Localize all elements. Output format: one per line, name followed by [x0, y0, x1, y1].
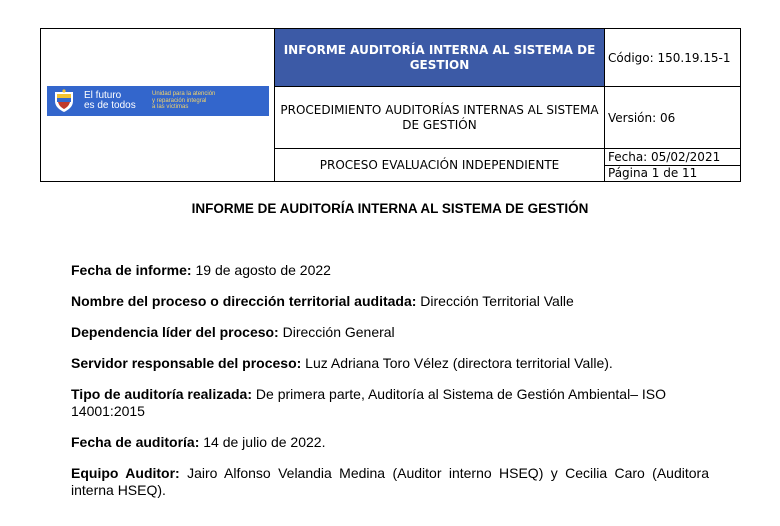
institution-logo: [47, 86, 269, 116]
field-process-name: Nombre del proceso o dirección territorial auditada: Dirección Territorial Valle: [71, 293, 574, 309]
coat-of-arms-icon: [53, 89, 75, 113]
date-page-cell: [605, 149, 741, 182]
process-name: PROCESO EVALUACIÓN INDEPENDIENTE: [275, 149, 605, 182]
document-version: Versión: 06: [605, 87, 741, 149]
field-lead-dependency: Dependencia líder del proceso: Dirección General: [71, 324, 395, 340]
field-report-date: Fecha de informe: 19 de agosto de 2022: [71, 262, 331, 278]
document-title: INFORME DE AUDITORÍA INTERNA AL SISTEMA DE GESTIÓN: [191, 201, 589, 216]
header-title: INFORME AUDITORÍA INTERNA AL SISTEMA DE GESTION: [275, 29, 605, 87]
logo-cell: [41, 29, 275, 182]
document-code: Código: 150.19.15-1: [605, 29, 741, 87]
field-audit-team: Equipo Auditor: Jairo Alfonso Velandia Medina (Auditor interno HSEQ) y Cecilia Caro (Auditora interna HSEQ).: [71, 465, 709, 498]
field-responsible-officer: Servidor responsable del proceso: Luz Adriana Toro Vélez (directora territorial Valle).: [71, 355, 613, 371]
document-header-table: [40, 28, 741, 182]
page-number: Página 1 de 11: [608, 165, 698, 180]
unit-name-text: Unidad para la atención y reparación integral a las víctimas: [152, 91, 216, 111]
slogan-text: El futuro es de todos: [84, 90, 136, 111]
field-audit-type: Tipo de auditoría realizada: De primera parte, Auditoría al Sistema de Gestión Ambiental– ISO 14001:2015: [71, 386, 666, 419]
procedure-name: PROCEDIMIENTO AUDITORÍAS INTERNAS AL SISTEMA DE GESTIÓN: [275, 87, 605, 149]
field-audit-date: Fecha de auditoría: 14 de julio de 2022.: [71, 434, 326, 450]
document-date: Fecha: 05/02/2021: [605, 150, 740, 166]
